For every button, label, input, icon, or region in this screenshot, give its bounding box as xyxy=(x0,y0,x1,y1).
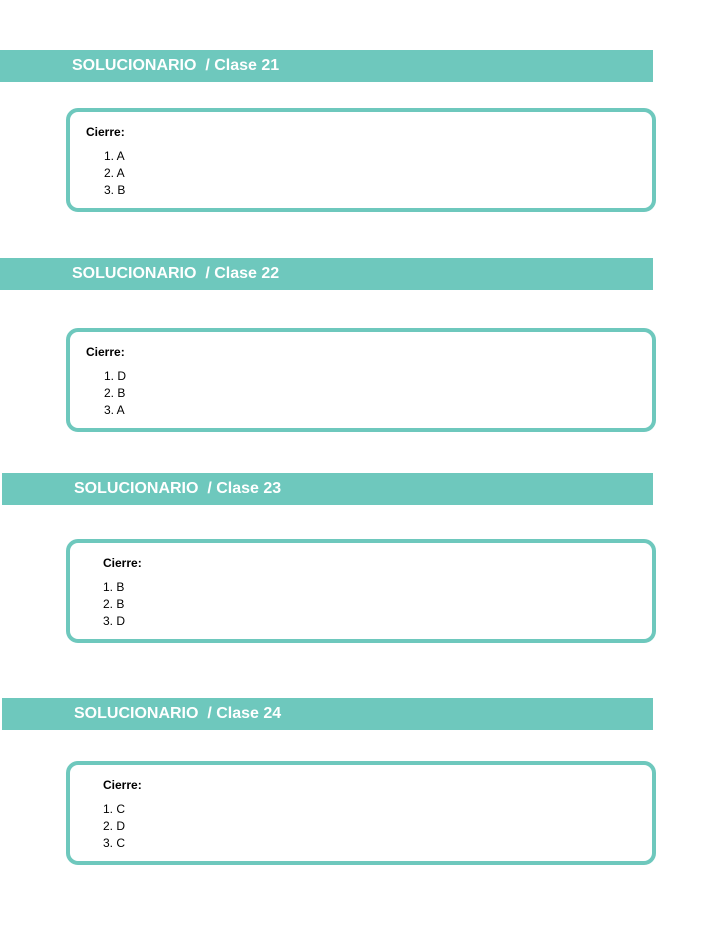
answer-list xyxy=(103,579,125,630)
section-banner-21: SOLUCIONARIO / Clase 21 xyxy=(0,50,653,82)
section-banner-22: SOLUCIONARIO / Clase 22 xyxy=(0,258,653,290)
answer-box-21 xyxy=(66,108,656,212)
answer-box-22 xyxy=(66,328,656,432)
answer-item: 1. A xyxy=(104,149,125,163)
section-banner-23: SOLUCIONARIO / Clase 23 xyxy=(2,473,653,505)
answer-item: 1. C xyxy=(103,802,126,816)
answer-list xyxy=(104,368,126,419)
answer-item: 1. D xyxy=(104,369,127,383)
cierre-label: Cierre: xyxy=(86,345,125,359)
cierre-label: Cierre: xyxy=(86,125,125,139)
answer-item: 2. D xyxy=(103,819,126,833)
answer-item: 2. A xyxy=(104,166,125,180)
section-banner-24: SOLUCIONARIO / Clase 24 xyxy=(2,698,653,730)
answer-item: 3. B xyxy=(104,183,126,197)
answer-item: 3. A xyxy=(104,403,125,417)
answer-item: 3. D xyxy=(103,614,126,628)
answer-item: 3. C xyxy=(103,836,126,850)
answer-item: 2. B xyxy=(104,386,126,400)
cierre-label: Cierre: xyxy=(103,778,142,792)
cierre-label: Cierre: xyxy=(103,556,142,570)
answer-list xyxy=(103,801,125,852)
answer-item: 1. B xyxy=(103,580,125,594)
answer-box-24 xyxy=(66,761,656,865)
answer-item: 2. B xyxy=(103,597,125,611)
answer-list xyxy=(104,148,125,199)
answer-box-23 xyxy=(66,539,656,643)
